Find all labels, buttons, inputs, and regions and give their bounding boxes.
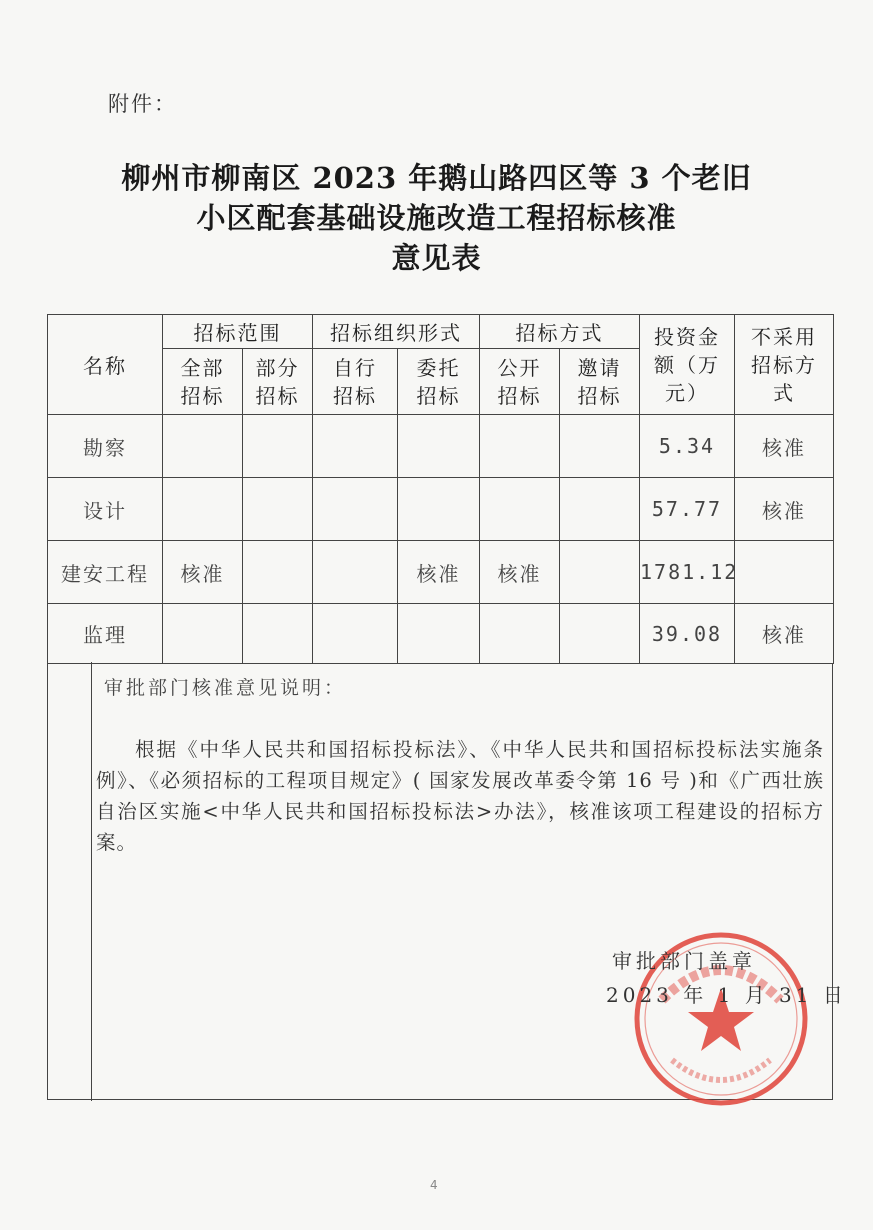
cell-open: [480, 604, 560, 664]
table-row: [48, 478, 834, 541]
sign-date: 2023 年 1 月 31 日: [606, 983, 847, 1007]
header-method-invite: 邀请 招标: [560, 349, 640, 415]
header-name: 名称: [48, 315, 163, 415]
cell-self: [313, 415, 398, 478]
sign-label: 审批部门盖章: [612, 949, 756, 973]
cell-full: 核准: [163, 541, 243, 604]
cell-invite: [560, 478, 640, 541]
cell-entrust: [398, 415, 480, 478]
attachment-label: 附件：: [108, 92, 177, 116]
cell-full: [163, 415, 243, 478]
cell-invite: [560, 415, 640, 478]
header-no-tender: 不采用 招标方 式: [735, 315, 834, 415]
cell-no-tender: 核准: [735, 478, 834, 541]
title-line-1: 柳州市柳南区 2023 年鹅山路四区等 3 个老旧: [121, 161, 752, 195]
title-line-3: 意见表: [391, 241, 482, 275]
header-scope-full: 全部 招标: [163, 349, 243, 415]
opinion-label: 审批部门核准意见说明：: [104, 677, 347, 699]
cell-entrust: 核准: [398, 541, 480, 604]
cell-no-tender: [735, 541, 834, 604]
cell-no-tender: 核准: [735, 604, 834, 664]
opinion-text: [96, 734, 824, 858]
table-row: [48, 604, 834, 664]
cell-self: [313, 478, 398, 541]
opinion-paragraph: 根据《中华人民共和国招标投标法》、《中华人民共和国招标投标法实施条例》、《必须招标的工程项目规定》( 国家发展改革委令第 16 号 )和《广西壮族自治区实施<中华人民共和国招标投标法>办法》，核准该项工程建设的招标方案。: [96, 738, 824, 854]
cell-invite: [560, 541, 640, 604]
cell-part: [243, 541, 313, 604]
signature-block: [606, 944, 847, 1012]
table-row: [48, 415, 834, 478]
header-scope: 招标范围: [163, 315, 313, 349]
cell-amount: 1781.12: [640, 541, 735, 604]
cell-entrust: [398, 478, 480, 541]
header-method-open: 公开 招标: [480, 349, 560, 415]
cell-amount: 5.34: [640, 415, 735, 478]
page-number: 4: [430, 1178, 438, 1192]
approval-table: [47, 314, 834, 664]
row-name: 勘察: [48, 415, 163, 478]
cell-full: [163, 604, 243, 664]
header-org-entrust: 委托 招标: [398, 349, 480, 415]
header-scope-part: 部分 招标: [243, 349, 313, 415]
cell-part: [243, 478, 313, 541]
cell-part: [243, 604, 313, 664]
cell-self: [313, 541, 398, 604]
row-name: 监理: [48, 604, 163, 664]
cell-amount: 39.08: [640, 604, 735, 664]
header-org-self: 自行 招标: [313, 349, 398, 415]
cell-part: [243, 415, 313, 478]
header-method: 招标方式: [480, 315, 640, 349]
cell-open: 核准: [480, 541, 560, 604]
cell-open: [480, 415, 560, 478]
cell-self: [313, 604, 398, 664]
row-name: 设计: [48, 478, 163, 541]
title-line-2: 小区配套基础设施改造工程招标核准: [196, 201, 677, 235]
document-title: [40, 158, 833, 278]
header-org: 招标组织形式: [313, 315, 480, 349]
table-row: [48, 541, 834, 604]
cell-full: [163, 478, 243, 541]
row-name: 建安工程: [48, 541, 163, 604]
cell-open: [480, 478, 560, 541]
cell-amount: 57.77: [640, 478, 735, 541]
header-investment: 投资金 额（万 元）: [640, 315, 735, 415]
cell-no-tender: 核准: [735, 415, 834, 478]
cell-entrust: [398, 604, 480, 664]
cell-invite: [560, 604, 640, 664]
